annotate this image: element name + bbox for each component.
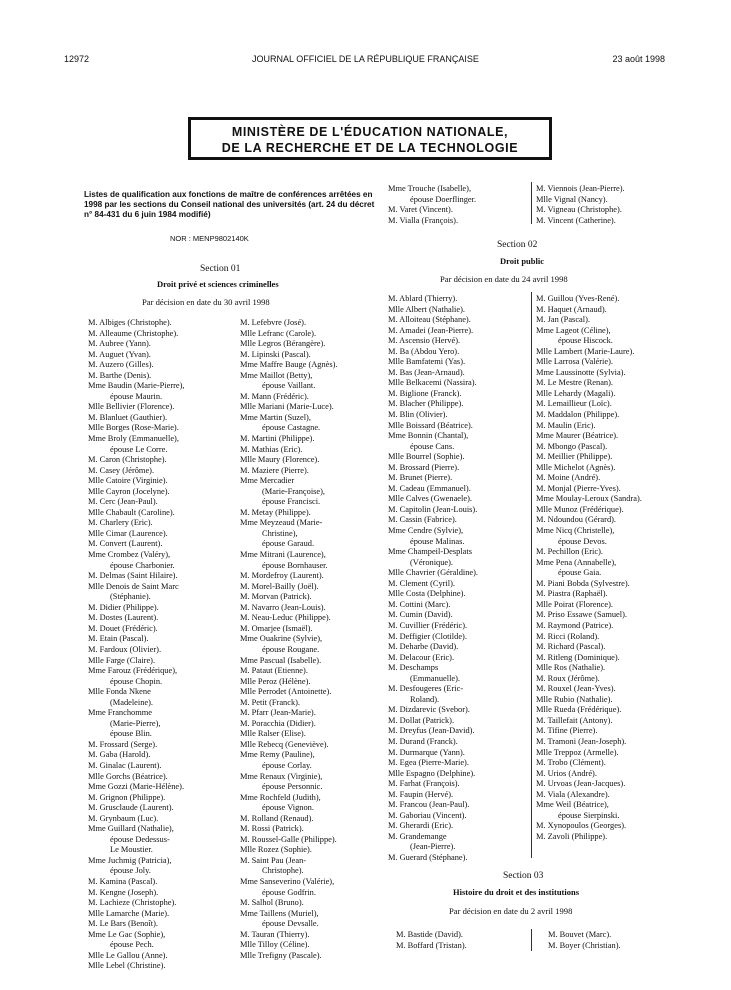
list-entry: épouse Dedessus- <box>110 834 170 844</box>
list-entry: M. Brunet (Pierre). <box>388 473 453 483</box>
list-entry: épouse Castagne. <box>262 423 321 433</box>
list-entry: M. Xynopoulos (Georges). <box>536 821 627 831</box>
list-entry: M. Pechillon (Eric). <box>536 547 603 557</box>
s03-list-col2 <box>548 930 621 951</box>
list-entry: M. Lipinski (Pascal). <box>240 349 311 359</box>
list-entry: Mlle Larrosa (Valérie). <box>536 357 613 367</box>
list-entry: M. Dollat (Patrick). <box>388 715 455 725</box>
list-entry: M. Capitolin (Jean-Louis). <box>388 504 478 514</box>
list-entry: M. Barthe (Denis). <box>88 370 152 380</box>
list-entry: M. Mbongo (Pascal). <box>536 441 608 451</box>
list-entry: Mme Remy (Pauline), <box>240 750 315 760</box>
list-entry: M. Alleaume (Christophe). <box>88 328 179 338</box>
list-entry: (Stéphanie). <box>110 592 151 602</box>
list-entry: épouse Sierpinski. <box>558 810 620 820</box>
list-entry: M. Mordefroy (Laurent). <box>240 571 324 581</box>
list-entry: épouse Blin. <box>110 729 152 739</box>
list-entry: Mme Pena (Annabelle), <box>536 557 617 567</box>
list-entry: Mlle Legros (Bérangère). <box>240 339 326 349</box>
list-entry: Mme Rochfeld (Judith), <box>240 792 321 802</box>
list-entry: M. Maziere (Pierre). <box>240 465 309 475</box>
list-entry: M. Cadeau (Emmanuel). <box>388 483 471 493</box>
list-entry: M. Taillefait (Antony). <box>536 715 613 725</box>
list-entry: M. Brossard (Pierre). <box>388 462 460 472</box>
list-entry: Mlle Lefranc (Carole). <box>240 328 317 338</box>
list-entry: M. Boffard (Tristan). <box>396 940 467 950</box>
list-entry: (Jean-Pierre). <box>410 842 456 852</box>
list-entry: Mme Moulay-Leroux (Sandra). <box>536 494 642 504</box>
list-entry: Mlle Chabault (Caroline). <box>88 507 175 517</box>
list-entry: M. Etain (Pascal). <box>88 634 149 644</box>
ministry-line-1: MINISTÈRE DE L'ÉDUCATION NATIONALE, <box>231 125 509 139</box>
list-entry: M. Petit (Franck). <box>240 697 301 707</box>
section-01-label: Section 01 <box>200 264 241 274</box>
column-divider-top <box>531 182 532 224</box>
list-entry: Mme Pascual (Isabelle). <box>240 655 322 665</box>
list-entry: Mlle Maury (Florence). <box>240 455 320 465</box>
list-entry: Mlle Vignal (Nancy). <box>536 194 608 204</box>
list-entry: M. Biglione (Franck). <box>388 388 462 398</box>
list-entry: M. Roussel-Galle (Philippe). <box>240 834 337 844</box>
list-entry: Mlle Peroz (Hélène). <box>240 676 311 686</box>
list-entry: épouse Le Corre. <box>110 444 168 454</box>
list-entry: M. Navarro (Jean-Louis). <box>240 602 326 612</box>
list-entry: M. Ablard (Thierry). <box>388 294 458 303</box>
list-entry: M. Le Mestre (Renan). <box>536 378 613 388</box>
list-entry: Mme Juchmig (Patricia), <box>88 855 172 865</box>
list-entry: M. Priso Essawe (Samuel). <box>536 610 627 620</box>
list-entry: Mlle Lamarche (Marie). <box>88 908 170 918</box>
list-entry: M. Convert (Laurent). <box>88 539 163 549</box>
list-entry: M. Ritleng (Dominique). <box>536 652 620 662</box>
list-entry: M. Grusclaude (Laurent). <box>88 803 174 813</box>
list-entry: Mlle Cimar (Laurence). <box>88 528 168 538</box>
list-entry: Mme Mitrani (Laurence), <box>240 550 326 560</box>
publication-date: 23 août 1998 <box>612 54 665 64</box>
list-entry: M. Rolland (Renaud). <box>240 813 314 823</box>
list-entry: M. Caron (Christophe). <box>88 455 167 465</box>
list-entry: M. Dostes (Laurent). <box>88 613 159 623</box>
list-entry: Mlle Le Gallou (Anne). <box>88 950 168 960</box>
list-entry: M. Vialla (François). <box>388 215 459 225</box>
s02-list-col2 <box>536 294 642 842</box>
list-entry: Mlle Rebecq (Geneviève). <box>240 739 329 749</box>
list-entry: Mlle Calves (Gwenaele). <box>388 494 472 504</box>
list-entry: Mlle Boissard (Béatrice). <box>388 420 473 430</box>
list-entry: Mlle Ralser (Elise). <box>240 729 306 739</box>
list-entry: Mme Meyzeaud (Marie- <box>240 518 323 528</box>
list-entry: M. Mann (Frédéric). <box>240 391 309 401</box>
column-divider-s02 <box>531 292 532 858</box>
list-entry: Mlle Poirat (Florence). <box>536 599 613 609</box>
ministry-line-2: DE LA RECHERCHE ET DE LA TECHNOLOGIE <box>221 141 519 155</box>
list-entry: épouse Joly. <box>110 866 151 876</box>
nor-reference: NOR : MENP9802140K <box>170 234 249 243</box>
list-entry: M. Cuvillier (Frédéric). <box>388 620 468 630</box>
list-entry: M. Faupin (Hervé). <box>388 789 454 799</box>
list-entry: M. Omarjee (Ismaël). <box>240 623 313 633</box>
list-entry: Mlle Lehardy (Magali). <box>536 388 616 398</box>
list-entry: M. Dreyfus (Jean-David). <box>388 726 475 736</box>
list-entry: M. Moine (André). <box>536 473 601 483</box>
list-entry: M. Grynbaum (Luc). <box>88 813 159 823</box>
list-entry: M. Roux (Jérôme). <box>536 673 600 683</box>
list-entry: M. Douet (Frédéric). <box>88 623 158 633</box>
list-entry: M. Dizdarevic (Svebor). <box>388 705 470 715</box>
list-entry: Mlle Perrodet (Antoinette). <box>240 687 332 697</box>
list-entry: Mlle Lebel (Christine). <box>88 961 166 971</box>
list-entry: Mlle Cayron (Jocelyne). <box>88 486 170 496</box>
list-entry: Mme Maillot (Betty), <box>240 370 313 380</box>
list-entry: Mme Trouche (Isabelle), <box>388 184 472 193</box>
list-entry: épouse Godfrin. <box>262 887 316 897</box>
list-entry: Mlle Gorchs (Béatrice). <box>88 771 168 781</box>
list-entry: M. Varet (Vincent). <box>388 205 453 215</box>
list-entry: M. Deharbe (David). <box>388 642 459 652</box>
list-entry: Mlle Albert (Nathalie). <box>388 304 465 314</box>
list-entry: M. Viala (Alexandre). <box>536 789 610 799</box>
list-entry: M. Francou (Jean-Paul). <box>388 800 470 810</box>
list-entry: Mlle Fonda Nkene <box>88 687 151 697</box>
list-entry: Mlle Munoz (Frédérique). <box>536 504 624 514</box>
list-entry: épouse Personnic. <box>262 782 323 792</box>
section-02-decision: Par décision en date du 24 avril 1998 <box>440 274 568 284</box>
list-entry: M. Metay (Philippe). <box>240 507 311 517</box>
list-entry: M. Clement (Cyril). <box>388 578 455 588</box>
list-entry: M. Lemaillieur (Loïc). <box>536 399 612 409</box>
list-entry: M. Albiges (Christophe). <box>88 318 172 327</box>
list-entry: M. Ba (Abdou Yero). <box>388 346 460 356</box>
list-entry: épouse Corlay. <box>262 760 312 770</box>
list-entry: Mlle Rueda (Frédérique). <box>536 705 622 715</box>
list-entry: Mme Baudin (Marie-Pierre), <box>88 381 185 391</box>
list-entry: M. Jan (Pascal). <box>536 315 590 325</box>
list-entry: M. Farhat (François). <box>388 779 460 789</box>
list-entry: M. Bastide (David). <box>396 930 463 939</box>
list-entry: M. Grignon (Philippe). <box>88 792 166 802</box>
list-entry: M. Gherardi (Eric). <box>388 821 454 831</box>
list-entry: épouse Chopin. <box>110 676 163 686</box>
list-entry: M. Deffigier (Clotilde). <box>388 631 467 641</box>
list-entry: M. Haquet (Arnaud). <box>536 304 607 314</box>
list-entry: M. Morvan (Patrick). <box>240 592 312 602</box>
list-entry: épouse Malinas. <box>410 536 465 546</box>
list-entry: M. Kamina (Pascal). <box>88 876 158 886</box>
list-entry: Mme Laussinotte (Sylvia). <box>536 367 626 377</box>
list-entry: M. Piastra (Raphaël). <box>536 589 608 599</box>
list-entry: M. Maddalon (Philippe). <box>536 410 620 420</box>
list-entry: M. Zavoli (Philippe). <box>536 831 608 841</box>
list-entry: M. Pfarr (Jean-Marie). <box>240 708 316 718</box>
list-entry: M. Desfougeres (Eric- <box>388 684 464 694</box>
list-entry: M. Blin (Olivier). <box>388 410 448 420</box>
list-entry: M. Didier (Philippe). <box>88 602 159 612</box>
list-entry: Mme Sanseverino (Valérie), <box>240 876 335 886</box>
list-entry: M. Guerard (Stéphane). <box>388 852 468 862</box>
list-entry: M. Tauran (Thierry). <box>240 929 310 939</box>
list-entry: M. Grandemange <box>388 831 447 841</box>
list-entry: Mlle Michelot (Agnès). <box>536 462 616 472</box>
list-entry: (Marie-Françoise), <box>262 486 326 496</box>
list-entry: Mme Le Gac (Sophie), <box>88 929 166 939</box>
list-entry: M. Charlery (Eric). <box>88 518 153 528</box>
list-entry: Mlle Farge (Claire). <box>88 655 156 665</box>
list-entry: épouse Gaia. <box>558 568 602 578</box>
list-entry: M. Alloiteau (Stéphane). <box>388 315 471 325</box>
list-entry: M. Bouvet (Marc). <box>548 930 612 939</box>
list-entry: Roland). <box>410 694 440 704</box>
list-entry: M. Salhol (Bruno). <box>240 898 304 908</box>
list-entry: Mlle Catoire (Virginie). <box>88 476 168 486</box>
section-02-label: Section 02 <box>497 240 538 250</box>
list-entry: épouse Francisci. <box>262 497 321 507</box>
list-entry: M. Cumin (David). <box>388 610 453 620</box>
list-entry: M. Lefebvre (José). <box>240 318 307 327</box>
s03-list-col1 <box>396 930 467 951</box>
list-entry: Mme Maffre Bauge (Agnès). <box>240 360 338 370</box>
list-entry: M. Trobo (Clément). <box>536 758 606 768</box>
list-entry: Mlle Bamfatemi (Yas). <box>388 357 466 367</box>
list-entry: M. Poracchia (Didier). <box>240 718 316 728</box>
list-entry: M. Saint Pau (Jean- <box>240 855 307 865</box>
list-entry: M. Richard (Pascal). <box>536 642 606 652</box>
list-entry: Mlle Espagno (Delphine). <box>388 768 476 778</box>
list-entry: Mme Crombez (Valéry), <box>88 550 171 560</box>
section-01-decision: Par décision en date du 30 avril 1998 <box>142 297 270 307</box>
list-entry: M. Kengne (Joseph). <box>88 887 159 897</box>
list-entry: M. Rossi (Patrick). <box>240 824 304 834</box>
list-entry: M. Aubree (Yann). <box>88 339 151 349</box>
list-entry: M. Gaba (Harold). <box>88 750 151 760</box>
list-entry: Mlle Tilloy (Céline). <box>240 940 310 950</box>
list-entry: (Véronique). <box>410 557 454 567</box>
list-entry: M. Bas (Jean-Arnaud). <box>388 367 465 377</box>
list-entry: épouse Vignon. <box>262 803 314 813</box>
list-entry: M. Egea (Pierre-Marie). <box>388 758 469 768</box>
list-entry: M. Blanluet (Gauthier). <box>88 412 168 422</box>
list-entry: Mlle Treppoz (Armelle). <box>536 747 619 757</box>
list-entry: M. Meillier (Philippe). <box>536 452 613 462</box>
list-entry: épouse Hiscock. <box>558 336 613 346</box>
list-entry: épouse Doerflinger. <box>410 194 477 204</box>
list-entry: Mme Gozzi (Marie-Hélène). <box>88 782 185 792</box>
list-entry: M. Vincent (Catherine). <box>536 215 616 225</box>
list-entry: M. Boyer (Christian). <box>548 940 621 950</box>
list-entry: (Emmanuelle). <box>410 673 460 683</box>
list-entry: M. Gaboriau (Vincent). <box>388 810 467 820</box>
list-entry: M. Viennois (Jean-Pierre). <box>536 184 625 193</box>
list-entry: Christine), <box>262 528 298 538</box>
list-entry: Mlle Costa (Delphine). <box>388 589 466 599</box>
list-entry: épouse Maurin. <box>110 391 163 401</box>
s01-list-col1 <box>88 318 185 972</box>
list-entry: Mlle Rozez (Sophie). <box>240 845 312 855</box>
list-entry: M. Cottini (Marc). <box>388 599 451 609</box>
page-number: 12972 <box>64 54 90 64</box>
list-entry: M. Delmas (Saint Hilaire). <box>88 571 178 581</box>
list-entry: M. Monjal (Pierre-Yves). <box>536 483 621 493</box>
list-entry: Mlle Ros (Nathalie). <box>536 663 606 673</box>
list-entry: M. Frossard (Serge). <box>88 739 158 749</box>
list-entry: Mlle Borges (Rose-Marie). <box>88 423 179 433</box>
ministry-box <box>188 117 552 160</box>
list-entry: épouse Cans. <box>410 441 455 451</box>
list-entry: Mlle Denois de Saint Marc <box>88 581 179 591</box>
top-list-col4 <box>536 184 625 226</box>
list-entry: (Madeleine). <box>110 697 154 707</box>
list-entry: Mme Nicq (Christelle), <box>536 526 615 536</box>
list-entry: Mme Taillens (Muriel), <box>240 908 319 918</box>
list-entry: Mlle Bellivier (Florence). <box>88 402 175 412</box>
list-entry: M. Fardoux (Olivier). <box>88 644 162 654</box>
list-entry: M. Pataut (Etienne). <box>240 666 308 676</box>
list-entry: épouse Garaud. <box>262 539 315 549</box>
list-entry: M. Blacher (Philippe). <box>388 399 464 409</box>
list-entry: M. Durand (Franck). <box>388 736 458 746</box>
list-entry: Mme Martin (Suzel), <box>240 412 311 422</box>
intro-title: Listes de qualification aux fonctions de maître de conférences arrêtées en 1998 par les sections du Conseil national des universités (art. 24 du décret n° 84-431 du 6 juin 1984 modifié) <box>84 190 375 219</box>
list-entry: Mlle Bourrel (Sophie). <box>388 452 465 462</box>
list-entry: épouse Devos. <box>558 536 607 546</box>
column-divider-s03 <box>531 929 532 951</box>
list-entry: Mme Cendre (Sylvie), <box>388 526 464 536</box>
list-entry: Mme Champeil-Desplats <box>388 547 472 557</box>
list-entry: épouse Rougane. <box>262 644 320 654</box>
journal-title: JOURNAL OFFICIEL DE LA RÉPUBLIQUE FRANÇAISE <box>252 54 479 64</box>
list-entry: M. Lachieze (Christophe). <box>88 898 177 908</box>
list-entry: M. Vigneau (Christophe). <box>536 205 622 215</box>
list-entry: Mlle Rubio (Nathalie). <box>536 694 613 704</box>
list-entry: Mme Weil (Béatrice), <box>536 800 609 810</box>
list-entry: Mme Franchomme <box>88 708 152 718</box>
list-entry: M. Martini (Philippe). <box>240 434 315 444</box>
list-entry: M. Ricci (Roland). <box>536 631 600 641</box>
list-entry: M. Auzero (Gilles). <box>88 360 154 370</box>
list-entry: épouse Bornhauser. <box>262 560 328 570</box>
list-entry: M. Auguet (Yvan). <box>88 349 151 359</box>
list-entry: Mme Mercadier <box>240 476 295 486</box>
list-entry: M. Cassin (Fabrice). <box>388 515 457 525</box>
list-entry: M. Rouxel (Jean-Yves). <box>536 684 616 694</box>
list-entry: Mlle Trefigny (Pascale). <box>240 950 322 960</box>
list-entry: M. Piani Bobda (Sylvestre). <box>536 578 630 588</box>
list-entry: Mlle Chavrier (Géraldine). <box>388 568 478 578</box>
list-entry: M. Cerc (Jean-Paul). <box>88 497 158 507</box>
list-entry: M. Urios (André). <box>536 768 597 778</box>
list-entry: M. Ndoundou (Gérard). <box>536 515 617 525</box>
list-entry: M. Ascensio (Hervé). <box>388 336 461 346</box>
s01-list-col2 <box>240 318 338 961</box>
list-entry: M. Urvoas (Jean-Jacques). <box>536 779 626 789</box>
list-entry: Mlle Lambert (Marie-Laure). <box>536 346 635 356</box>
list-entry: épouse Vaillant. <box>262 381 316 391</box>
list-entry: Mme Broly (Emmanuelle), <box>88 434 179 444</box>
list-entry: Mme Farouz (Frédérique), <box>88 666 178 676</box>
list-entry: M. Durmarque (Yann). <box>388 747 465 757</box>
section-01-subtitle: Droit privé et sciences criminelles <box>157 279 279 289</box>
list-entry: Mme Bonnin (Chantal), <box>388 431 469 441</box>
section-03-subtitle: Histoire du droit et des institutions <box>453 887 580 897</box>
list-entry: M. Guillou (Yves-René). <box>536 294 620 303</box>
section-03-label: Section 03 <box>503 871 544 881</box>
list-entry: Christophe). <box>262 866 304 876</box>
list-entry: Mme Lageot (Céline), <box>536 325 611 335</box>
list-entry: M. Neau-Leduc (Philippe). <box>240 613 331 623</box>
list-entry: Mme Maurer (Béatrice). <box>536 431 619 441</box>
list-entry: Le Moustier. <box>110 845 153 855</box>
list-entry: Mme Ouakrine (Sylvie), <box>240 634 323 644</box>
list-entry: M. Raymond (Patrice). <box>536 620 614 630</box>
list-entry: M. Mathias (Eric). <box>240 444 303 454</box>
list-entry: Mlle Belkacemi (Nassira). <box>388 378 477 388</box>
list-entry: M. Delacour (Eric). <box>388 652 455 662</box>
list-entry: M. Tramoni (Jean-Joseph). <box>536 736 627 746</box>
list-entry: (Marie-Pierre), <box>110 718 161 728</box>
list-entry: M. Deschamps <box>388 663 439 673</box>
list-entry: épouse Charbonier. <box>110 560 175 570</box>
list-entry: M. Casey (Jérôme). <box>88 465 155 475</box>
list-entry: épouse Devsalle. <box>262 919 319 929</box>
s02-list-col1 <box>388 294 478 864</box>
top-list-col3 <box>388 184 476 226</box>
list-entry: Mme Guillard (Nathalie), <box>88 824 174 834</box>
list-entry: M. Tifine (Pierre). <box>536 726 598 736</box>
list-entry: épouse Pech. <box>110 940 154 950</box>
section-03-decision: Par décision en date du 2 avril 1998 <box>449 906 573 916</box>
list-entry: M. Morel-Bailly (Joël). <box>240 581 319 591</box>
list-entry: Mlle Mariani (Marie-Luce). <box>240 402 334 412</box>
section-02-subtitle: Droit public <box>500 256 545 266</box>
list-entry: M. Le Bars (Benoît). <box>88 919 159 929</box>
list-entry: M. Maulin (Eric). <box>536 420 596 430</box>
list-entry: M. Amadei (Jean-Pierre). <box>388 325 474 335</box>
list-entry: Mme Renaux (Virginie), <box>240 771 323 781</box>
list-entry: M. Ginalac (Laurent). <box>88 760 162 770</box>
